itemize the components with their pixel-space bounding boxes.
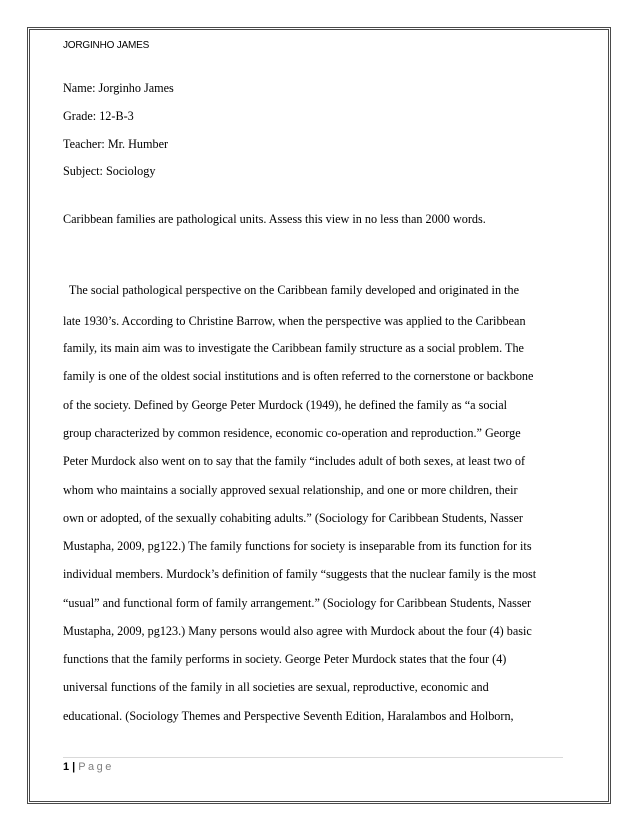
body-line: own or adopted, of the sexually cohabiting adults.” (Sociology for Caribbean Students, Nasser (63, 511, 523, 525)
page-label: Page (78, 761, 114, 773)
body-line: functions that the family performs in society. George Peter Murdock states that the four (4) (63, 652, 507, 666)
student-grade: Grade: 12-B-3 (63, 109, 134, 123)
page-footer (63, 761, 114, 773)
subject: Subject: Sociology (63, 164, 156, 178)
footer-separator: | (72, 761, 76, 773)
body-line: The social pathological perspective on the Caribbean family developed and originated in the (63, 283, 519, 297)
footer-divider (63, 757, 563, 758)
body-line: individual members. Murdock’s definition of family “suggests that the nuclear family is the most (63, 567, 537, 581)
essay-question: Caribbean families are pathological units. Assess this view in no less than 2000 words. (63, 212, 486, 226)
body-line: late 1930’s. According to Christine Barrow, when the perspective was applied to the Caribbean (63, 314, 526, 328)
page-number: 1 (63, 761, 70, 773)
body-line: Mustapha, 2009, pg123.) Many persons would also agree with Murdock about the four (4) basic (63, 624, 532, 638)
body-line: of the society. Defined by George Peter Murdock (1949), he defined the family as “a social (63, 398, 508, 412)
teacher-name: Teacher: Mr. Humber (63, 137, 169, 151)
body-line: Mustapha, 2009, pg122.) The family functions for society is inseparable from its function for its (63, 539, 532, 553)
body-line: family, its main aim was to investigate the Caribbean family structure as a social problem. The (63, 341, 524, 355)
body-line: Peter Murdock also went on to say that the family “includes adult of both sexes, at least two of (63, 454, 526, 468)
body-line: “usual” and functional form of family arrangement.” (Sociology for Caribbean Students, Nasser (63, 596, 532, 610)
body-line: family is one of the oldest social institutions and is often referred to the cornerstone or backbone (63, 369, 534, 383)
body-line: group characterized by common residence, economic co-operation and reproduction.” George (63, 426, 521, 440)
body-line: educational. (Sociology Themes and Perspective Seventh Edition, Haralambos and Holborn, (63, 709, 514, 723)
body-line: whom who maintains a socially approved sexual relationship, and one or more children, their (63, 483, 518, 497)
student-name: Name: Jorginho James (63, 81, 174, 95)
page-header: JORGINHO JAMES (63, 40, 150, 51)
body-line: universal functions of the family in all societies are sexual, reproductive, economic and (63, 680, 489, 694)
